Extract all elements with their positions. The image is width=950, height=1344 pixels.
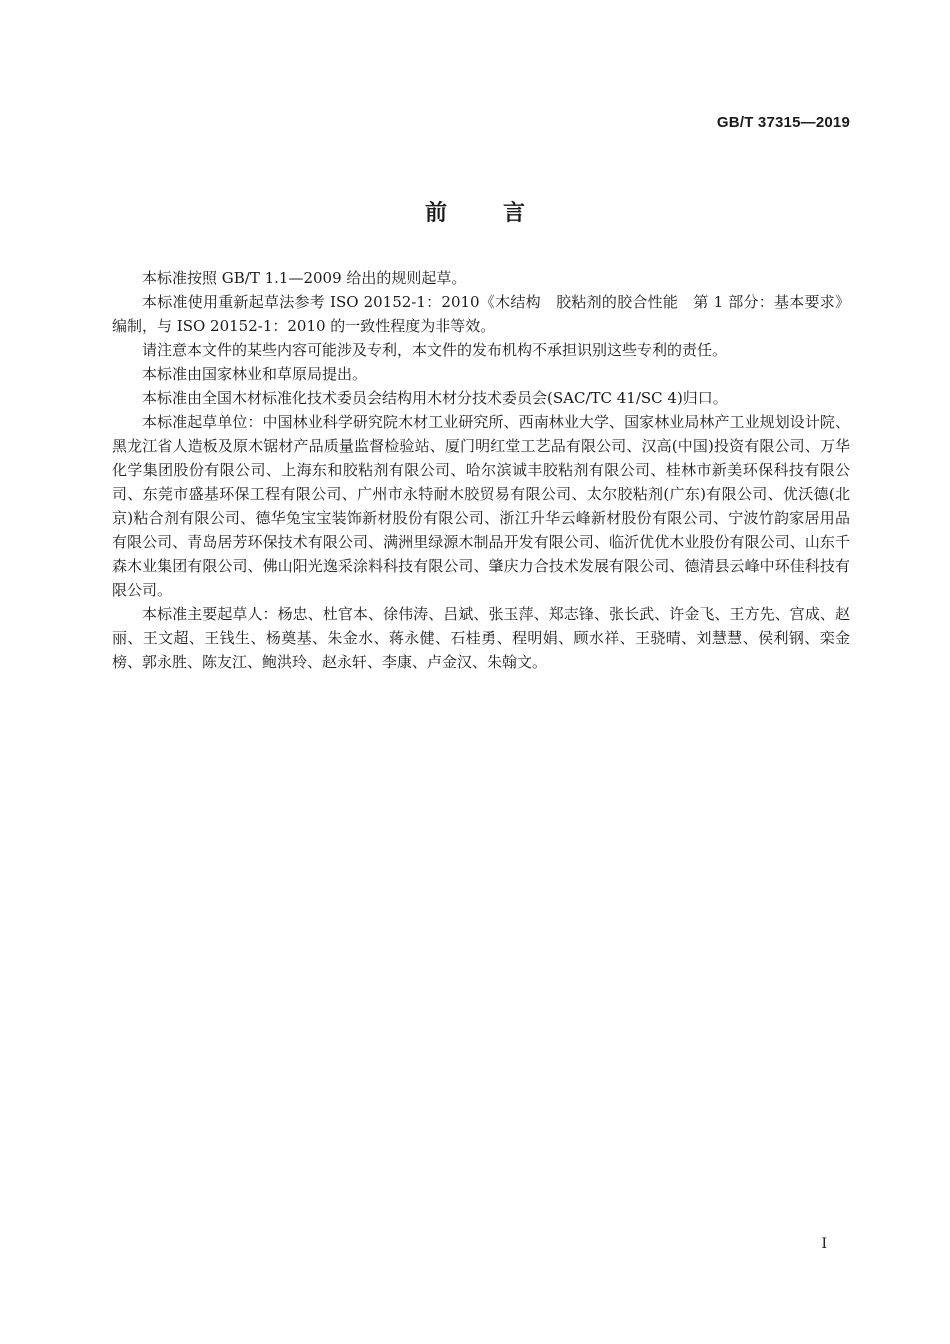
paragraph-main-drafters: 本标准主要起草人：杨忠、杜官本、徐伟涛、吕斌、张玉萍、郑志锋、张长武、许金飞、王方先、宫成、赵丽、王文超、王钱生、杨奠基、朱金水、蒋永健、石桂勇、程明娟、顾水祥、王骁晴、刘慧慧、侯利钢、栾金榜、郭永胜、陈友江、鲍洪玲、赵永轩、李康、卢金汉、朱翰文。	[112, 605, 850, 671]
standard-code: GB/T 37315—2019	[716, 114, 850, 131]
paragraph-administered-by: 本标准由全国木材标准化技术委员会结构用木材分技术委员会(SAC/TC 41/SC 4)归口。	[142, 389, 728, 407]
paragraph-drafting-rules: 本标准按照 GB/T 1.1—2009 给出的规则起草。	[142, 269, 467, 287]
paragraph-iso-reference: 本标准使用重新起草法参考 ISO 20152-1：2010《木结构 胶粘剂的胶合性能 第 1 部分：基本要求》编制，与 ISO 20152-1：2010 的一致性程度为非等效。	[112, 293, 850, 335]
page-number: I	[821, 1236, 827, 1252]
page-title: 前言	[424, 201, 581, 226]
paragraph-patent-notice: 请注意本文件的某些内容可能涉及专利，本文件的发布机构不承担识别这些专利的责任。	[142, 341, 728, 359]
paragraph-proposed-by: 本标准由国家林业和草原局提出。	[142, 365, 368, 383]
foreword-body	[112, 266, 850, 674]
paragraph-drafting-units: 本标准起草单位：中国林业科学研究院木材工业研究所、西南林业大学、国家林业局林产工业规划设计院、黑龙江省人造板及原木锯材产品质量监督检验站、厦门明红堂工艺品有限公司、汉高(中国)投资有限公司、万华化学集团股份有限公司、上海东和胶粘剂有限公司、哈尔滨诚丰胶粘剂有限公司、桂林市新美环保科技有限公司、东莞市盛基环保工程有限公司、广州市永特耐木胶贸易有限公司、太尔胶粘剂(广东)有限公司、优沃德(北京)粘合剂有限公司、德华兔宝宝装饰新材股份有限公司、浙江升华云峰新材股份有限公司、宁波竹韵家居用品有限公司、青岛居芳环保技术有限公司、满洲里绿源木制品开发有限公司、临沂优优木业股份有限公司、山东千森木业集团有限公司、佛山阳光逸采涂料科技有限公司、肇庆力合技术发展有限公司、德清县云峰中环佳科技有限公司。	[112, 413, 850, 599]
